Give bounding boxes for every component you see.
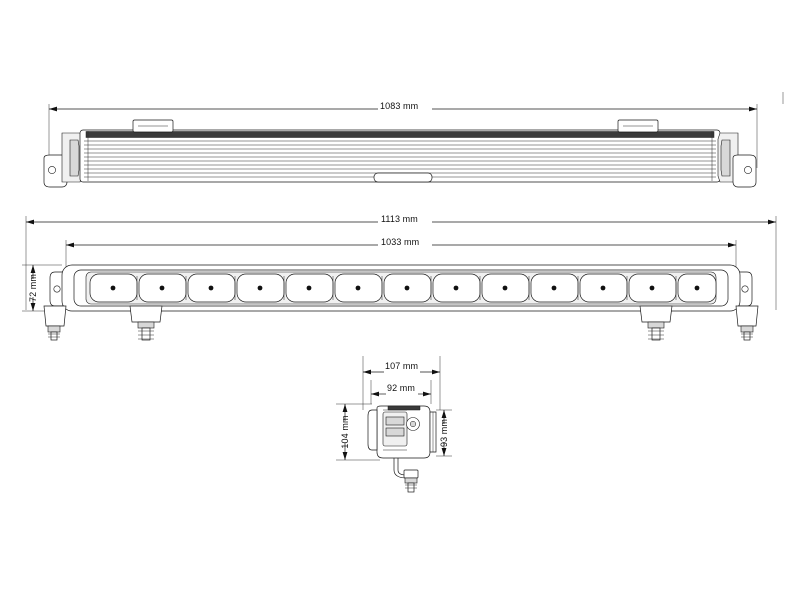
dim-side-width-outer: 107 mm — [385, 361, 419, 371]
dim-top-overall: 1083 mm — [380, 101, 419, 111]
dim-front-height: 72 mm — [28, 274, 38, 303]
dim-front-overall: 1113 mm — [381, 214, 418, 224]
dim-side-height-inner: 93 mm — [439, 419, 449, 448]
dim-front-inner: 1033 mm — [381, 237, 420, 247]
front-view-group — [22, 216, 776, 340]
dim-side-height-outer: 104 mm — [340, 415, 350, 449]
side-view-group — [336, 356, 452, 492]
dim-side-width-inner: 92 mm — [387, 383, 416, 393]
